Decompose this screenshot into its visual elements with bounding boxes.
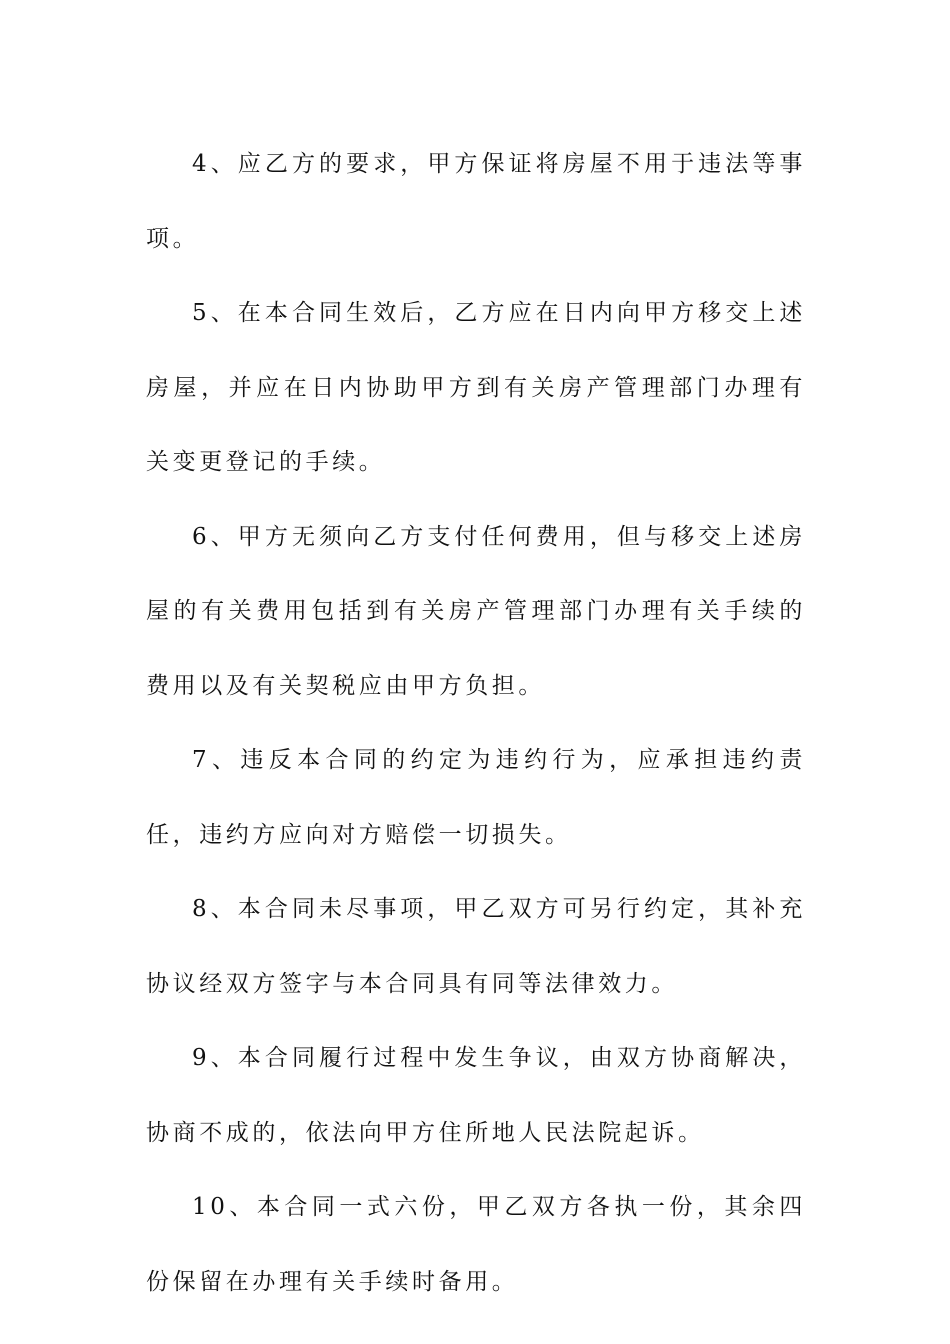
clause-7: 7、违反本合同的约定为违约行为，应承担违约责任，违约方应向对方赔偿一切损失。 <box>146 747 806 848</box>
clause-10: 10、本合同一式六份，甲乙双方各执一份，其余四份保留在办理有关手续时备用。 <box>146 1194 806 1295</box>
document-body <box>146 127 806 1319</box>
clause-8: 8、本合同未尽事项，甲乙双方可另行约定，其补充协议经双方签字与本合同具有同等法律效力。 <box>146 896 806 997</box>
clause-4: 4、应乙方的要求，甲方保证将房屋不用于违法等事项。 <box>146 151 806 252</box>
clause-9: 9、本合同履行过程中发生争议，由双方协商解决，协商不成的，依法向甲方住所地人民法院起诉。 <box>146 1045 806 1146</box>
clause-6: 6、甲方无须向乙方支付任何费用，但与移交上述房屋的有关费用包括到有关房产管理部门办理有关手续的费用以及有关契税应由甲方负担。 <box>146 523 806 699</box>
clause-5: 5、在本合同生效后，乙方应在日内向甲方移交上述房屋，并应在日内协助甲方到有关房产管理部门办理有关变更登记的手续。 <box>146 300 806 475</box>
